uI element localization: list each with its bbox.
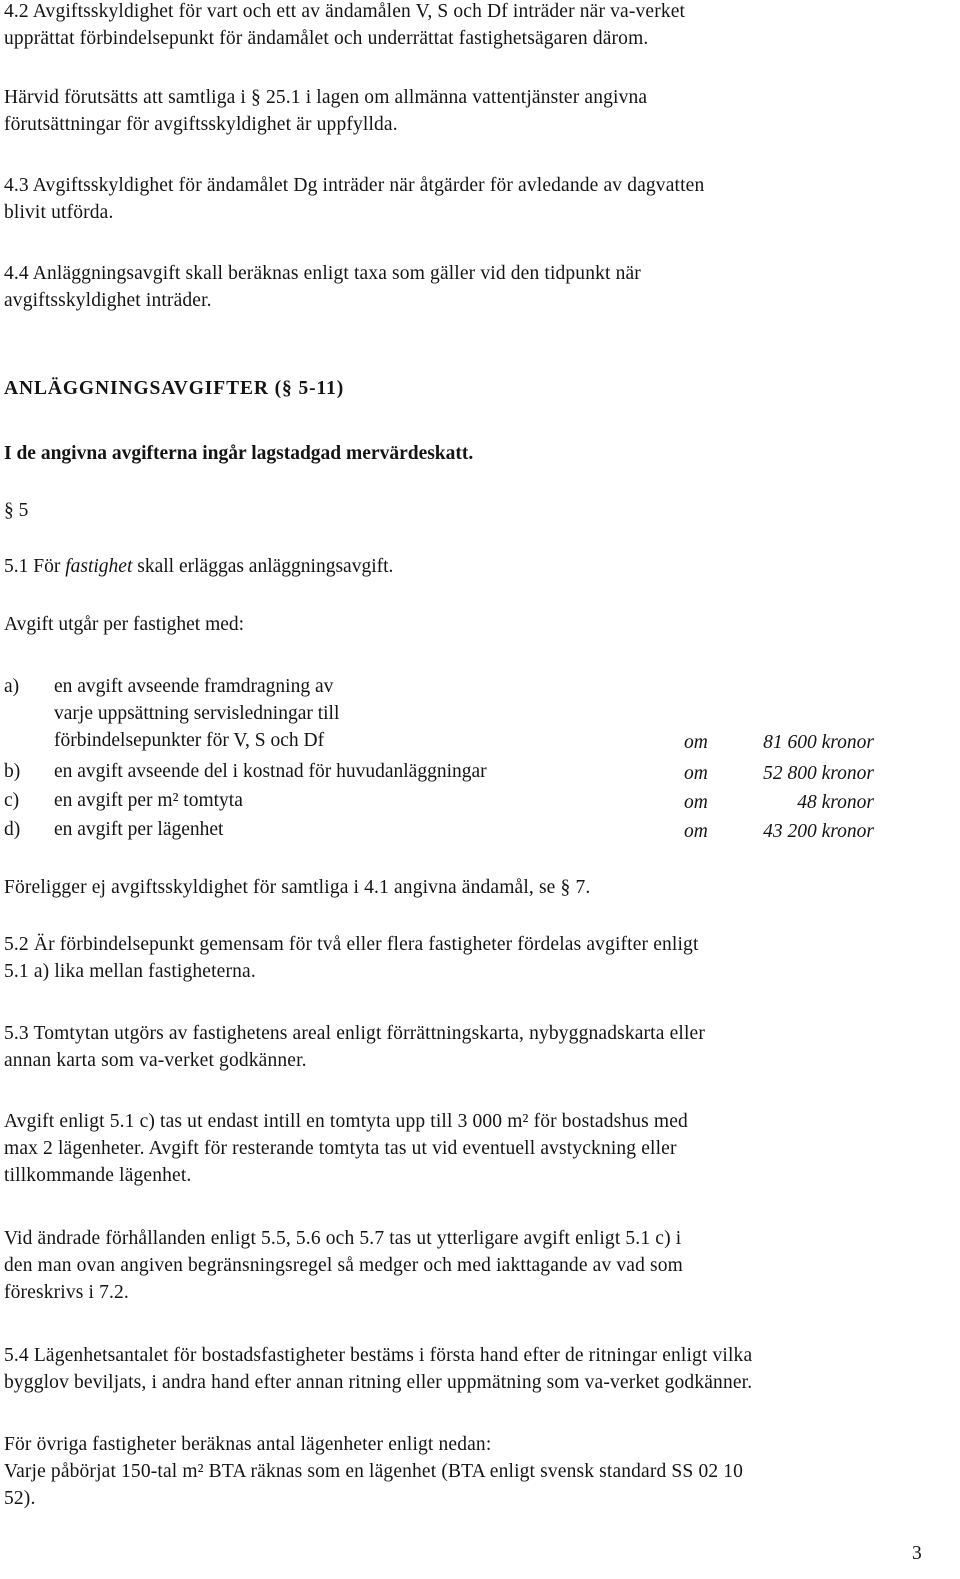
fee-text: varje uppsättning servisledningar till xyxy=(54,703,340,724)
fee-text: en avgift avseende framdragning av xyxy=(54,676,334,697)
paragraph-5-1: 5.1 För fastighet skall erläggas anläggningsavgift. xyxy=(4,556,394,577)
fee-text: förbindelsepunkter för V, S och Df xyxy=(54,730,325,751)
fee-row xyxy=(4,787,934,814)
paragraph-4-3: 4.3 Avgiftsskyldighet för ändamålet Dg inträder när åtgärder för avledande av dagvatten blivit utförda. xyxy=(4,175,705,223)
vat-note: I de angivna avgifterna ingår lagstadgad mervärdeskatt. xyxy=(4,443,474,464)
paragraph-vid: Vid ändrade förhållanden enligt 5.5, 5.6 och 5.7 tas ut ytterligare avgift enligt 5.1 c) i den man ovan angiven begränsningsregel så medger och med iakttagande av vad som föreskrivs i 7.2. xyxy=(4,1228,683,1303)
paragraph-5-3: 5.3 Tomtytan utgörs av fastighetens areal enligt förrättningskarta, nybyggnadskarta eller annan karta som va-verket godkänner. xyxy=(4,1023,705,1071)
fee-label: d) xyxy=(4,819,21,840)
fee-amount: om 52 800 kronor xyxy=(684,763,874,784)
fee-text: en avgift per m² tomtyta xyxy=(54,790,243,811)
paragraph-4-2: 4.2 Avgiftsskyldighet för vart och ett av ändamålen V, S och Df inträder när va-verket upprättat förbindelsepunkt för ändamålet och underrättat fastighetsägaren därom. xyxy=(4,1,686,49)
fee-text: en avgift per lägenhet xyxy=(54,819,224,840)
fee-row xyxy=(4,758,934,785)
fee-amount: om 81 600 kronor xyxy=(684,732,874,753)
fee-row xyxy=(4,816,934,843)
page-number: 3 xyxy=(912,1543,922,1564)
paragraph-ovriga: För övriga fastigheter beräknas antal lägenheter enligt nedan: Varje påbörjat 150-tal m² BTA räknas som en lägenhet (BTA enligt svensk standard SS 02 10 52). xyxy=(4,1434,744,1509)
fee-label: b) xyxy=(4,761,21,782)
fee-intro: Avgift utgår per fastighet med: xyxy=(4,614,245,635)
fee-row xyxy=(4,673,934,754)
fee-text: en avgift avseende del i kostnad för huvudanläggningar xyxy=(54,761,487,782)
paragraph-avgift: Avgift enligt 5.1 c) tas ut endast intill en tomtyta upp till 3 000 m² för bostadshus med max 2 lägenheter. Avgift för resterande tomtyta tas ut vid eventuell avstyckning eller tillkommande lägenhet. xyxy=(4,1111,688,1186)
section-number: § 5 xyxy=(4,500,29,521)
fee-amount: om 43 200 kronor xyxy=(684,821,874,842)
paragraph-foreligger: Föreligger ej avgiftsskyldighet för samtliga i 4.1 angivna ändamål, se § 7. xyxy=(4,877,591,898)
paragraph-5-2: 5.2 Är förbindelsepunkt gemensam för två eller flera fastigheter fördelas avgifter enligt 5.1 a) lika mellan fastigheterna. xyxy=(4,934,699,982)
paragraph-5-4: 5.4 Lägenhetsantalet för bostadsfastigheter bestäms i första hand efter de ritningar enligt vilka bygglov beviljats, i andra hand efter annan ritning eller uppmätning som va-verket godkänner. xyxy=(4,1345,753,1393)
section-heading: ANLÄGGNINGSAVGIFTER (§ 5-11) xyxy=(4,378,345,399)
fee-label: a) xyxy=(4,676,20,697)
paragraph-4-4: 4.4 Anläggningsavgift skall beräknas enligt taxa som gäller vid den tidpunkt när avgiftsskyldighet inträder. xyxy=(4,263,641,311)
paragraph-harvid: Härvid förutsätts att samtliga i § 25.1 i lagen om allmänna vattentjänster angivna förutsättningar för avgiftsskyldighet är uppfyllda. xyxy=(4,87,648,135)
fee-amount: om 48 kronor xyxy=(684,792,874,813)
fee-label: c) xyxy=(4,790,20,811)
